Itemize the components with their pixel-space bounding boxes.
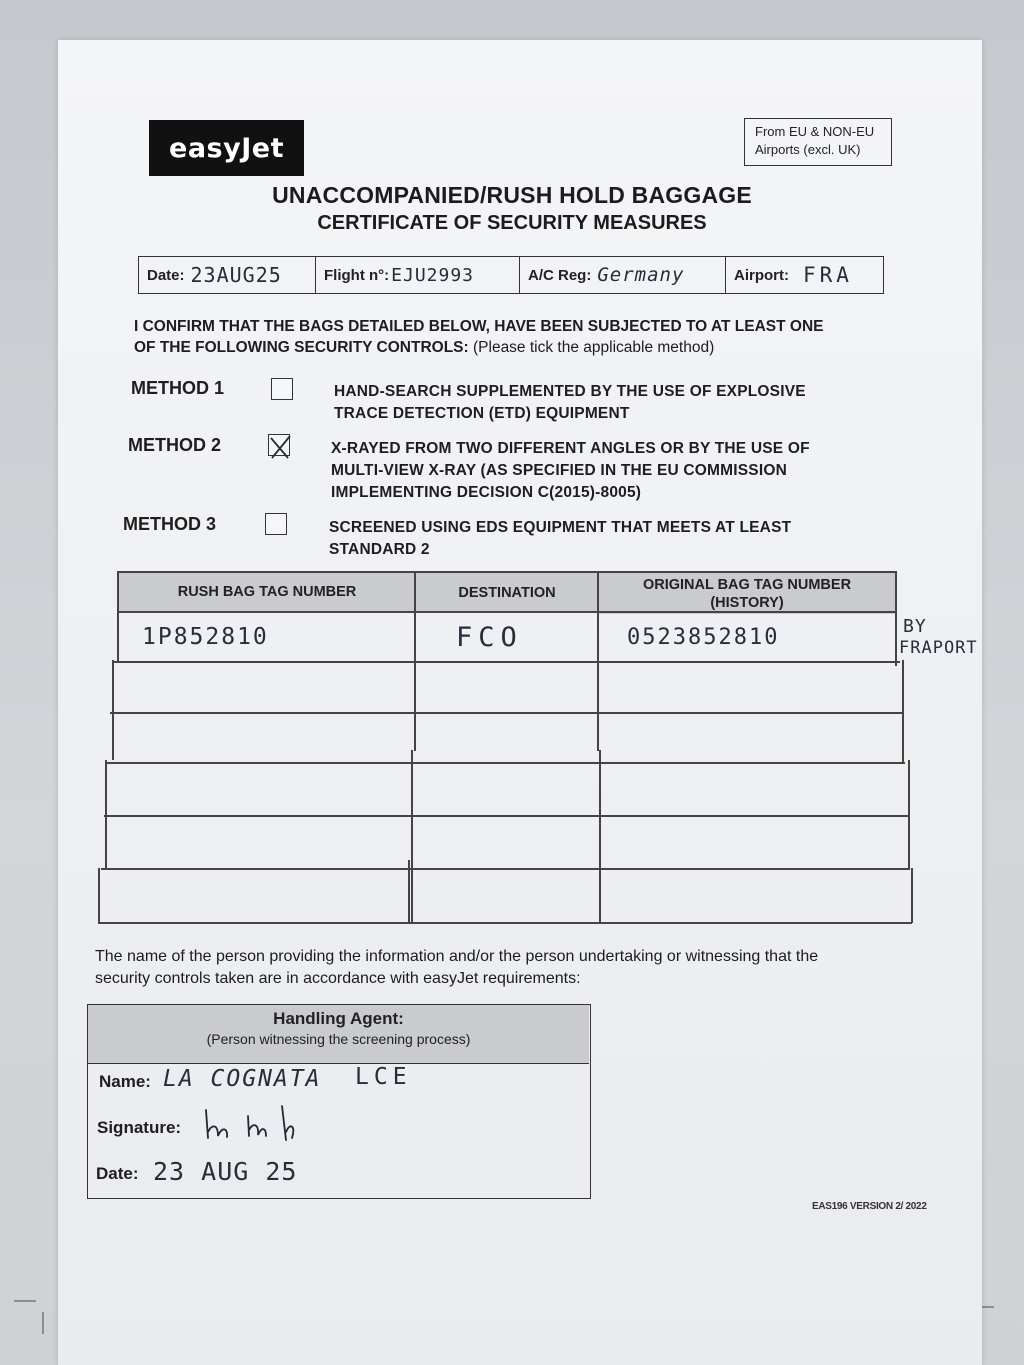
aircraft-reg-field[interactable]: [520, 257, 726, 293]
handling-agent-header: [88, 1005, 589, 1064]
scope-line-2: Airports (excl. UK): [755, 142, 861, 157]
date-label: Date:: [147, 266, 185, 284]
table-rule: [414, 571, 416, 751]
date-value: 23AUG25: [190, 263, 282, 287]
confirm-line-2: OF THE FOLLOWING SECURITY CONTROLS:: [134, 339, 469, 356]
table-rule: [902, 660, 904, 764]
table-rule: [110, 712, 902, 714]
form-version: EAS196 VERSION 2/ 2022: [812, 1201, 927, 1212]
table-rule: [98, 922, 912, 924]
destination-cell-empty[interactable]: [416, 664, 596, 710]
method-2-line-2: MULTI-VIEW X-RAY (AS SPECIFIED IN THE EU COMMISSION: [331, 462, 787, 479]
header-original-tag-line-2: (HISTORY): [710, 594, 784, 611]
flight-value: EJU2993: [391, 264, 475, 286]
declaration-line-1: The name of the person providing the information and/or the person undertaking or witnessing that the: [95, 948, 819, 965]
method-2-description: [331, 438, 810, 504]
agent-signature[interactable]: [200, 1102, 310, 1146]
table-rule: [104, 815, 908, 817]
easyjet-logo: easyJet: [149, 120, 304, 176]
method-2-line-1: X-RAYED FROM TWO DIFFERENT ANGLES OR BY THE USE OF: [331, 440, 810, 457]
airport-field[interactable]: [726, 257, 882, 293]
date-field[interactable]: [139, 257, 316, 293]
airport-value: FRA: [803, 263, 853, 287]
method-1-line-1: HAND-SEARCH SUPPLEMENTED BY THE USE OF EXPLOSIVE: [334, 383, 806, 400]
flight-number-field[interactable]: [316, 257, 520, 293]
flight-label: Flight n°:: [324, 266, 390, 284]
margin-note-fraport: FRAPORT: [899, 638, 978, 658]
original-tag-cell-empty[interactable]: [601, 664, 899, 710]
agent-date-value[interactable]: 23 AUG 25: [153, 1157, 298, 1186]
crop-mark: [14, 1300, 36, 1302]
destination-cell[interactable]: FCO: [456, 622, 523, 653]
signature-scribble: [200, 1102, 310, 1146]
table-rule: [908, 760, 910, 870]
form-title: UNACCOMPANIED/RUSH HOLD BAGGAGE: [272, 182, 752, 208]
table-rule: [106, 762, 905, 764]
table-rule: [117, 571, 119, 661]
confirm-line-1: I CONFIRM THAT THE BAGS DETAILED BELOW, HAVE BEEN SUBJECTED TO AT LEAST ONE: [134, 318, 824, 335]
rush-tag-cell-empty[interactable]: [114, 664, 412, 710]
airport-label: Airport:: [734, 266, 789, 284]
reg-label: A/C Reg:: [528, 266, 592, 284]
scope-box: [744, 118, 892, 166]
header-original-tag: [599, 573, 895, 614]
reg-value: Germany: [597, 264, 685, 286]
method-3-line-2: STANDARD 2: [329, 541, 430, 558]
table-rule: [408, 860, 410, 923]
table-rule: [98, 868, 100, 923]
method-3-label: METHOD 3: [123, 514, 217, 534]
table-rule: [597, 571, 599, 751]
rush-tag-cell[interactable]: 1P852810: [142, 624, 269, 650]
table-rule: [911, 868, 913, 923]
method-1-line-2: TRACE DETECTION (ETD) EQUIPMENT: [334, 405, 630, 422]
method-2-label: METHOD 2: [128, 435, 222, 455]
agent-name-extra: LCE: [355, 1064, 412, 1090]
method-3-checkbox[interactable]: [265, 513, 287, 535]
handling-agent-subtitle: (Person witnessing the screening process): [206, 1031, 471, 1047]
method-1-description: [334, 381, 806, 425]
confirmation-statement: [134, 316, 894, 358]
check-x-icon: [266, 429, 296, 461]
table-rule: [101, 868, 909, 870]
table-rule: [895, 571, 897, 666]
method-1-label: METHOD 1: [131, 378, 225, 398]
agent-date-label: Date:: [96, 1164, 139, 1183]
margin-note-by: BY: [903, 616, 927, 637]
table-rule: [118, 571, 896, 573]
table-rule: [105, 760, 107, 870]
original-tag-cell[interactable]: 0523852810: [627, 625, 780, 650]
method-2-line-3: IMPLEMENTING DECISION C(2015)-8005): [331, 484, 642, 501]
form-subtitle: CERTIFICATE OF SECURITY MEASURES: [317, 212, 707, 234]
agent-name-value[interactable]: LA COGNATA: [163, 1066, 322, 1092]
table-rule: [411, 750, 413, 923]
handling-agent-title: Handling Agent:: [273, 1009, 404, 1028]
header-rush-tag: RUSH BAG TAG NUMBER: [119, 572, 415, 612]
method-3-line-1: SCREENED USING EDS EQUIPMENT THAT MEETS AT LEAST: [329, 519, 792, 536]
declaration-line-2: security controls taken are in accordance with easyJet requirements:: [95, 970, 581, 987]
table-rule: [599, 750, 601, 923]
declaration-text: [95, 946, 925, 990]
table-rule: [112, 661, 900, 663]
header-original-tag-line-1: ORIGINAL BAG TAG NUMBER: [642, 576, 852, 593]
method-2-checkbox[interactable]: [268, 434, 290, 456]
agent-signature-label: Signature:: [97, 1118, 182, 1137]
crop-mark: [42, 1312, 44, 1334]
method-1-checkbox[interactable]: [271, 378, 293, 400]
table-rule: [117, 611, 897, 613]
header-destination: DESTINATION: [416, 573, 598, 613]
scope-line-1: From EU & NON-EU: [755, 124, 875, 139]
method-3-description: [329, 517, 791, 561]
flight-details-row: [138, 256, 884, 294]
confirm-note: (Please tick the applicable method): [473, 339, 715, 356]
agent-name-label: Name:: [99, 1072, 151, 1091]
